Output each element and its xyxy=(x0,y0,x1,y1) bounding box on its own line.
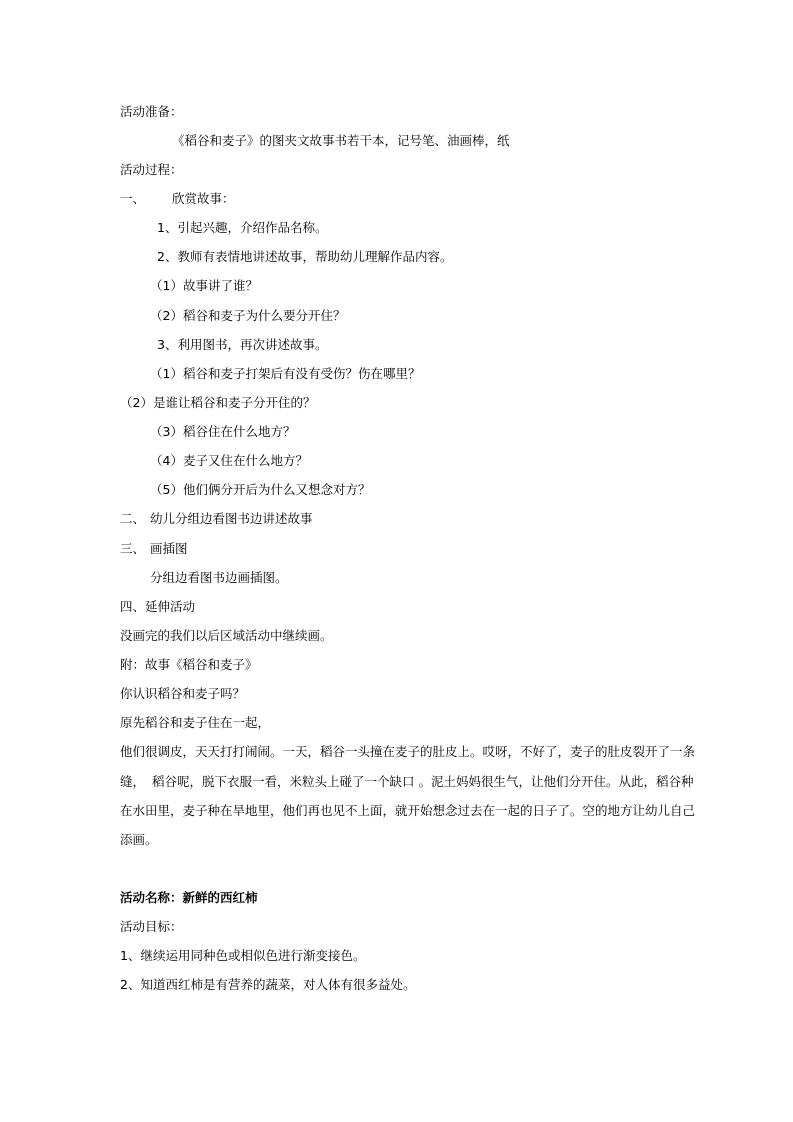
prep-heading: 活动准备： xyxy=(120,104,183,119)
question-3: （1）稻谷和麦子打架后有没有受伤？伤在哪里？ xyxy=(150,366,421,381)
goals-heading: 活动目标： xyxy=(120,919,183,934)
step3-detail: 分组边看图书边画插图。 xyxy=(150,570,288,585)
prep-materials: 《稻谷和麦子》的图夹文故事书若干本，记号笔、油画棒，纸 xyxy=(172,133,510,148)
question-4: （2）是谁让稻谷和麦子分开住的？ xyxy=(120,395,316,410)
story-line-3a: 缝， xyxy=(120,774,146,789)
goal-2: 2、知道西红柿是有营养的蔬菜，对人体有很多益处。 xyxy=(120,977,416,992)
story-line-3b: 稻谷呢，脱下衣服一看，米粒头上碰了一个缺口 。泥土妈妈很生气，让他们分开住。从此，稻谷种 xyxy=(152,774,694,789)
step1-title: 欣赏故事： xyxy=(172,191,235,206)
step1-item3: 3、利用图书，再次讲述故事。 xyxy=(157,337,328,352)
story-line-4: 在水田里，麦子种在旱地里，他们再也见不上面，就开始想念过去在一起的日子了。空的地方让幼儿自己 xyxy=(120,803,696,818)
question-5: （3）稻谷住在什么地方？ xyxy=(150,424,296,439)
question-1: （1）故事讲了谁？ xyxy=(150,278,258,293)
goal-1: 1、继续运用同种色或相似色进行渐变接色。 xyxy=(120,948,366,963)
appendix-title: 附：故事《稻谷和麦子》 xyxy=(120,657,258,672)
question-6: （4）麦子又住在什么地方？ xyxy=(150,453,308,468)
step4-detail: 没画完的我们以后区域活动中继续画。 xyxy=(120,628,333,643)
step1-item2: 2、教师有表情地讲述故事，帮助幼儿理解作品内容。 xyxy=(157,249,453,264)
activity-title: 活动名称：新鲜的西红柿 xyxy=(120,890,258,905)
story-question: 你认识稻谷和麦子吗？ xyxy=(120,686,246,701)
step1-number: 一、 xyxy=(120,191,146,206)
step2-title: 幼儿分组边看图书边讲述故事 xyxy=(150,511,313,526)
step4-title: 四、延伸活动 xyxy=(120,599,196,614)
step2-number: 二、 xyxy=(120,511,146,526)
story-line-1: 原先稻谷和麦子住在一起， xyxy=(120,715,271,730)
story-line-2: 他们很调皮，天天打打闹闹。一天，稻谷一头撞在麦子的肚皮上。哎呀，不好了，麦子的肚皮裂开了一条 xyxy=(120,744,696,759)
story-line-5: 添画。 xyxy=(120,832,158,847)
step3-number: 三、 xyxy=(120,541,146,556)
question-7: （5）他们俩分开后为什么又想念对方？ xyxy=(150,482,371,497)
step1-item1: 1、引起兴趣，介绍作品名称。 xyxy=(157,220,328,235)
step3-title: 画插图 xyxy=(150,541,188,556)
question-2: （2）稻谷和麦子为什么要分开住？ xyxy=(150,308,346,323)
process-heading: 活动过程： xyxy=(120,162,183,177)
